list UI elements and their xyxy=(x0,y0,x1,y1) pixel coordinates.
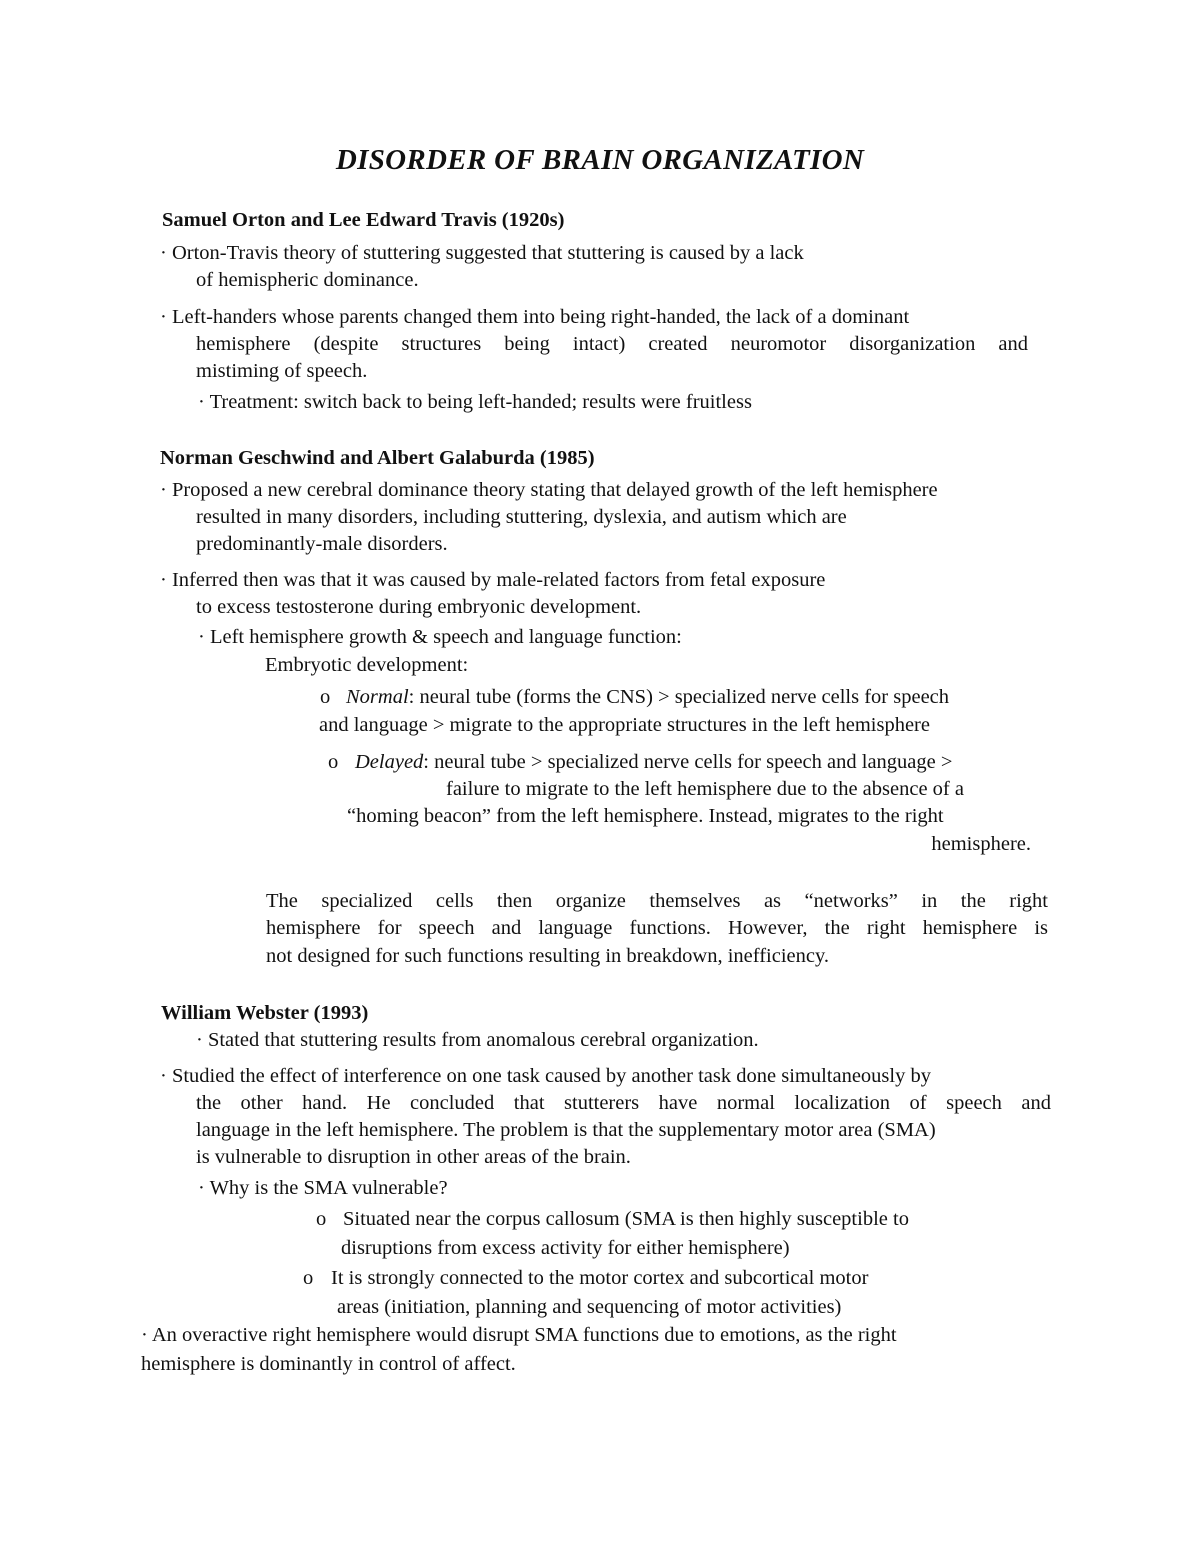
normal-text: : neural tube (forms the CNS) > specialized nerve cells for speech xyxy=(408,686,950,708)
paragraph-text: The specialized cells then organize themselves as “networks” in the right xyxy=(266,890,1048,912)
bullet-text: resulted in many disorders, including stuttering, dyslexia, and autism which are xyxy=(196,506,847,528)
embryotic-heading: Embryotic development: xyxy=(265,654,469,676)
delayed-text: : neural tube > specialized nerve cells for speech and language > xyxy=(423,751,953,773)
section-heading-webster: William Webster (1993) xyxy=(161,1002,369,1024)
sub-bullet-text: · Treatment: switch back to being left-handed; results were fruitless xyxy=(198,391,752,413)
sub-bullet-text: · Left hemisphere growth & speech and language function: xyxy=(198,626,682,648)
normal-line xyxy=(346,684,949,711)
paragraph-text: hemisphere for speech and language functions. However, the right hemisphere is xyxy=(266,917,1048,939)
bullet-text: · An overactive right hemisphere would disrupt SMA functions due to emotions, as the right xyxy=(141,1324,897,1346)
bullet-text: of hemispheric dominance. xyxy=(196,269,419,291)
delayed-label: Delayed xyxy=(355,751,424,773)
bullet-text: is vulnerable to disruption in other areas of the brain. xyxy=(196,1146,631,1168)
delayed-line xyxy=(355,749,952,776)
delayed-text: hemisphere. xyxy=(931,833,1031,855)
bullet-text: · Proposed a new cerebral dominance theory stating that delayed growth of the left hemisphere xyxy=(160,479,938,501)
section-heading-geschwind-galaburda: Norman Geschwind and Albert Galaburda (1985) xyxy=(160,447,595,469)
list-marker: o xyxy=(328,751,339,773)
list-item-text: It is strongly connected to the motor cortex and subcortical motor xyxy=(331,1267,869,1289)
list-item-text: areas (initiation, planning and sequencing of motor activities) xyxy=(337,1296,842,1318)
paragraph-text: not designed for such functions resulting in breakdown, inefficiency. xyxy=(266,945,830,967)
bullet-text: hemisphere is dominantly in control of affect. xyxy=(141,1353,516,1375)
bullet-text: · Left-handers whose parents changed them into being right-handed, the lack of a dominant xyxy=(160,306,910,328)
normal-text: and language > migrate to the appropriate structures in the left hemisphere xyxy=(319,714,930,736)
bullet-text: · Studied the effect of interference on one task caused by another task done simultaneously by xyxy=(160,1065,931,1087)
bullet-text: · Stated that stuttering results from anomalous cerebral organization. xyxy=(196,1029,759,1051)
bullet-text: mistiming of speech. xyxy=(196,360,368,382)
list-marker: o xyxy=(320,686,331,708)
list-item-text: disruptions from excess activity for either hemisphere) xyxy=(341,1237,790,1259)
bullet-text: the other hand. He concluded that stutterers have normal localization of speech and xyxy=(196,1092,1051,1114)
sub-bullet-text: · Why is the SMA vulnerable? xyxy=(198,1177,448,1199)
delayed-text: “homing beacon” from the left hemisphere. Instead, migrates to the right xyxy=(347,805,944,827)
bullet-text: to excess testosterone during embryonic development. xyxy=(196,596,642,618)
bullet-text: hemisphere (despite structures being intact) created neuromotor disorganization and xyxy=(196,333,1028,355)
bullet-text: · Orton-Travis theory of stuttering suggested that stuttering is caused by a lack xyxy=(160,242,804,264)
normal-label: Normal xyxy=(346,686,409,708)
bullet-text: · Inferred then was that it was caused by male-related factors from fetal exposure xyxy=(160,569,826,591)
document-title: DISORDER OF BRAIN ORGANIZATION xyxy=(335,144,865,176)
bullet-text: predominantly-male disorders. xyxy=(196,533,448,555)
delayed-text: failure to migrate to the left hemisphere due to the absence of a xyxy=(446,778,964,800)
bullet-text: language in the left hemisphere. The problem is that the supplementary motor area (SMA) xyxy=(196,1119,936,1141)
list-item-text: Situated near the corpus callosum (SMA is then highly susceptible to xyxy=(343,1208,909,1230)
list-marker: o xyxy=(316,1208,327,1230)
section-heading-orton-travis: Samuel Orton and Lee Edward Travis (1920s) xyxy=(162,209,565,231)
list-marker: o xyxy=(303,1267,314,1289)
